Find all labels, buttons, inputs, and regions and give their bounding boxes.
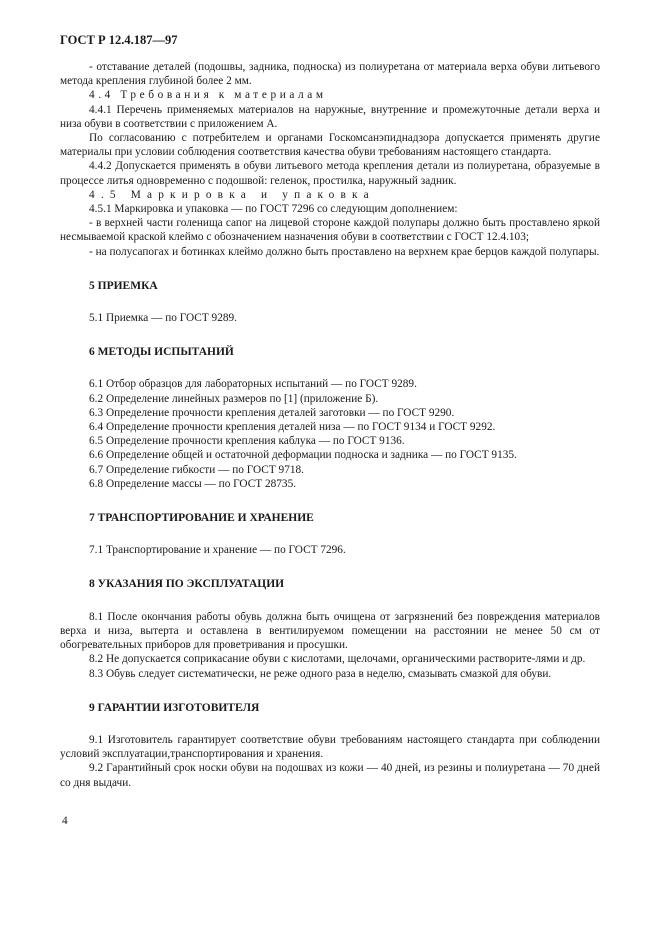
subsection-heading-4-5: 4.5 Маркировка и упаковка bbox=[89, 188, 375, 201]
section-title-6: 6 МЕТОДЫ ИСПЫТАНИЙ bbox=[89, 346, 234, 359]
paragraph-4-5-1-b: - на полусапогах и ботинках клеймо должно быть проставлено на верхнем крае берцов каждой полупары. bbox=[89, 245, 600, 258]
list-item: 6.7 Определение гибкости — по ГОСТ 9718. bbox=[89, 463, 304, 476]
paragraph-5-1: 5.1 Приемка — по ГОСТ 9289. bbox=[89, 312, 237, 325]
page-number: 4 bbox=[62, 815, 68, 827]
test-methods-list bbox=[60, 377, 600, 491]
paragraph-7-1: 7.1 Транспортирование и хранение — по ГОСТ 7296. bbox=[89, 544, 346, 557]
list-item: 6.1 Отбор образцов для лабораторных испытаний — по ГОСТ 9289. bbox=[89, 378, 417, 391]
paragraph-4-3-item: - отставание деталей (подошвы, задника, подноска) из полиуретана от материала верха обуви литьевого метода крепления глубиной более 2 мм. bbox=[60, 61, 600, 88]
paragraph-4-4-2: 4.4.2 Допускается применять в обуви литьевого метода крепления детали из полиуретана, образуемые в процессе литья одновременно с подошвой: геленок, простилка, наружный задник. bbox=[60, 160, 600, 187]
list-item: 6.2 Определение линейных размеров по [1] (приложение Б). bbox=[89, 392, 379, 405]
section-title-9: 9 ГАРАНТИИ ИЗГОТОВИТЕЛЯ bbox=[89, 701, 260, 714]
paragraph-4-5-1-a: - в верхней части голенища сапог на лицевой стороне каждой полупары должно быть проставлено яркой несмываемой краской клеймо с обозначением назначения обуви в соответствии с ГОСТ 12.4.103; bbox=[60, 217, 600, 244]
paragraph-9-2: 9.2 Гарантийный срок носки обуви на подошвах из кожи — 40 дней, из резины и полиуретана — 70 дней со дня выдачи. bbox=[60, 762, 600, 789]
paragraph-4-4-1: 4.4.1 Перечень применяемых материалов на наружные, внутренние и промежуточные детали верха и низа обуви в соответствии с приложением А. bbox=[60, 103, 600, 130]
document-body bbox=[60, 60, 600, 790]
paragraph-4-5-1: 4.5.1 Маркировка и упаковка — по ГОСТ 7296 со следующим дополнением: bbox=[89, 203, 458, 216]
section-title-7: 7 ТРАНСПОРТИРОВАНИЕ И ХРАНЕНИЕ bbox=[89, 512, 314, 525]
paragraph-8-3: 8.3 Обувь следует систематически, не реже одного раза в неделю, смазывать смазкой для обуви. bbox=[89, 667, 552, 680]
paragraph-4-4-1-b: По согласованию с потребителем и органами Госкомсанэпиднадзора допускается применять другие материалы при условии соблюдения соответствия качества обуви требованиям настоящего стандарта. bbox=[60, 132, 600, 159]
list-item: 6.8 Определение массы — по ГОСТ 28735. bbox=[89, 477, 297, 490]
list-item: 6.5 Определение прочности крепления каблука — по ГОСТ 9136. bbox=[89, 435, 405, 448]
paragraph-8-2: 8.2 Не допускается соприкасание обуви с кислотами, щелочами, органическими растворите-лями и др. bbox=[89, 653, 586, 666]
section-title-5: 5 ПРИЕМКА bbox=[89, 279, 158, 292]
paragraph-8-1: 8.1 После окончания работы обувь должна быть очищена от загрязнений без повреждения материалов верха и низа, вытерта и оставлена в вентилируемом помещении на расстоянии не менее 50 см от обогревательных приборов для проветривания и просушки. bbox=[60, 610, 600, 652]
list-item: 6.4 Определение прочности крепления деталей низа — по ГОСТ 9134 и ГОСТ 9292. bbox=[89, 421, 496, 434]
subsection-heading-4-4: 4.4 Требования к материалам bbox=[89, 89, 327, 102]
list-item: 6.6 Определение общей и остаточной деформации подноска и задника — по ГОСТ 9135. bbox=[89, 449, 517, 462]
list-item: 6.3 Определение прочности крепления деталей заготовки — по ГОСТ 9290. bbox=[89, 406, 455, 419]
document-header: ГОСТ Р 12.4.187—97 bbox=[60, 33, 178, 47]
section-title-8: 8 УКАЗАНИЯ ПО ЭКСПЛУАТАЦИИ bbox=[89, 578, 285, 591]
paragraph-9-1: 9.1 Изготовитель гарантирует соответствие обуви требованиям настоящего стандарта при соблюдении условий эксплуатации,транспортирования и хранения. bbox=[60, 733, 600, 761]
